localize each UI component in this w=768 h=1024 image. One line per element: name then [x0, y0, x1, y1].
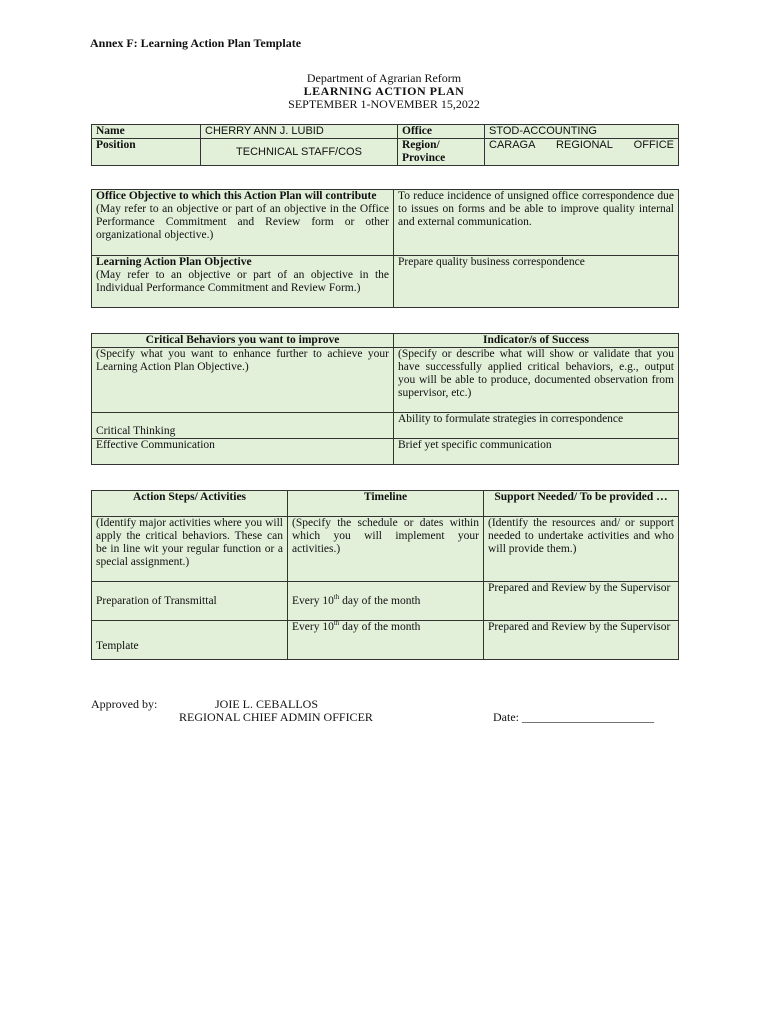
- lap-objective-label: Learning Action Plan Objective: [96, 256, 252, 268]
- position-value: TECHNICAL STAFF/COS: [201, 139, 398, 166]
- timeline-cell: [288, 582, 484, 621]
- action-steps-header: Action Steps/ Activities: [92, 491, 288, 517]
- plan-title: LEARNING ACTION PLAN: [303, 84, 465, 98]
- timeline-text: day of the month: [339, 594, 421, 607]
- date-line: Date: ______________________: [493, 710, 654, 724]
- document-header: [0, 72, 768, 111]
- action-steps-table: [91, 490, 679, 660]
- office-objective-value: To reduce incidence of unsigned office correspondence due to issues on forms and be able to improve quality internal and external communication.: [394, 190, 679, 256]
- behaviors-table: [91, 333, 679, 465]
- annex-title: Annex F: Learning Action Plan Template: [90, 36, 302, 50]
- indicators-header: Indicator/s of Success: [394, 334, 679, 348]
- support-cell: Prepared and Review by the Supervisor: [484, 582, 679, 621]
- timeline-text: Every 10: [292, 621, 334, 633]
- behavior-cell: Effective Communication: [92, 439, 394, 465]
- timeline-cell: [288, 621, 484, 660]
- indicator-cell: Ability to formulate strategies in correspondence: [394, 413, 679, 439]
- name-label: Name: [92, 125, 201, 139]
- lap-objective-hint: (May refer to an objective or part of an objective in the Individual Performance Commitment and Review Form.): [96, 269, 389, 294]
- approver-name: JOIE L. CEBALLOS: [215, 697, 318, 711]
- region-value: CARAGA REGIONAL OFFICE: [485, 139, 679, 166]
- approved-by-label: Approved by:: [91, 697, 158, 711]
- timeline-text: Every 10: [292, 594, 334, 607]
- name-value: CHERRY ANN J. LUBID: [201, 125, 398, 139]
- plan-period: SEPTEMBER 1-NOVEMBER 15,2022: [288, 97, 480, 111]
- region-label: Region/ Province: [398, 139, 485, 166]
- timeline-hint: (Specify the schedule or dates within which you will implement your activities.): [288, 517, 484, 582]
- activity-cell: Preparation of Transmittal: [92, 582, 288, 621]
- behavior-cell: Critical Thinking: [92, 413, 394, 439]
- support-hint: (Identify the resources and/ or support needed to undertake activities and who will provide them.): [484, 517, 679, 582]
- action-steps-hint: (Identify major activities where you will apply the critical behaviors. These can be in line wit your regular function or a special assignment.): [92, 517, 288, 582]
- objectives-table: [91, 189, 679, 308]
- indicator-cell: Brief yet specific communication: [394, 439, 679, 465]
- department-name: Department of Agrarian Reform: [306, 71, 462, 85]
- office-objective-label: Office Objective to which this Action Plan will contribute: [96, 190, 377, 202]
- lap-objective-value: Prepare quality business correspondence: [394, 256, 679, 308]
- indicators-hint: (Specify or describe what will show or validate that you have successfully applied critical behaviors, e.g., output you will be able to produce, documented observation from supervisor, etc.): [394, 348, 679, 413]
- lap-objective-cell: [92, 256, 394, 308]
- office-objective-cell: [92, 190, 394, 256]
- employee-info-table: [91, 124, 679, 166]
- office-objective-hint: (May refer to an objective or part of an objective in the Office Performance Commitment and Review form or other organizational objective.): [96, 203, 389, 241]
- support-header: Support Needed/ To be provided …: [484, 491, 679, 517]
- activity-cell: Template: [92, 621, 288, 660]
- timeline-text: day of the month: [339, 621, 421, 633]
- office-value: STOD-ACCOUNTING: [485, 125, 679, 139]
- support-cell: Prepared and Review by the Supervisor: [484, 621, 679, 660]
- approver-title: REGIONAL CHIEF ADMIN OFFICER: [179, 710, 373, 724]
- timeline-header: Timeline: [288, 491, 484, 517]
- behaviors-hint: (Specify what you want to enhance further to achieve your Learning Action Plan Objective.): [92, 348, 394, 413]
- timeline-ordinal: th: [333, 619, 340, 628]
- office-label: Office: [398, 125, 485, 139]
- behaviors-header: Critical Behaviors you want to improve: [92, 334, 394, 348]
- timeline-ordinal: th: [333, 592, 340, 601]
- position-label: Position: [92, 139, 201, 166]
